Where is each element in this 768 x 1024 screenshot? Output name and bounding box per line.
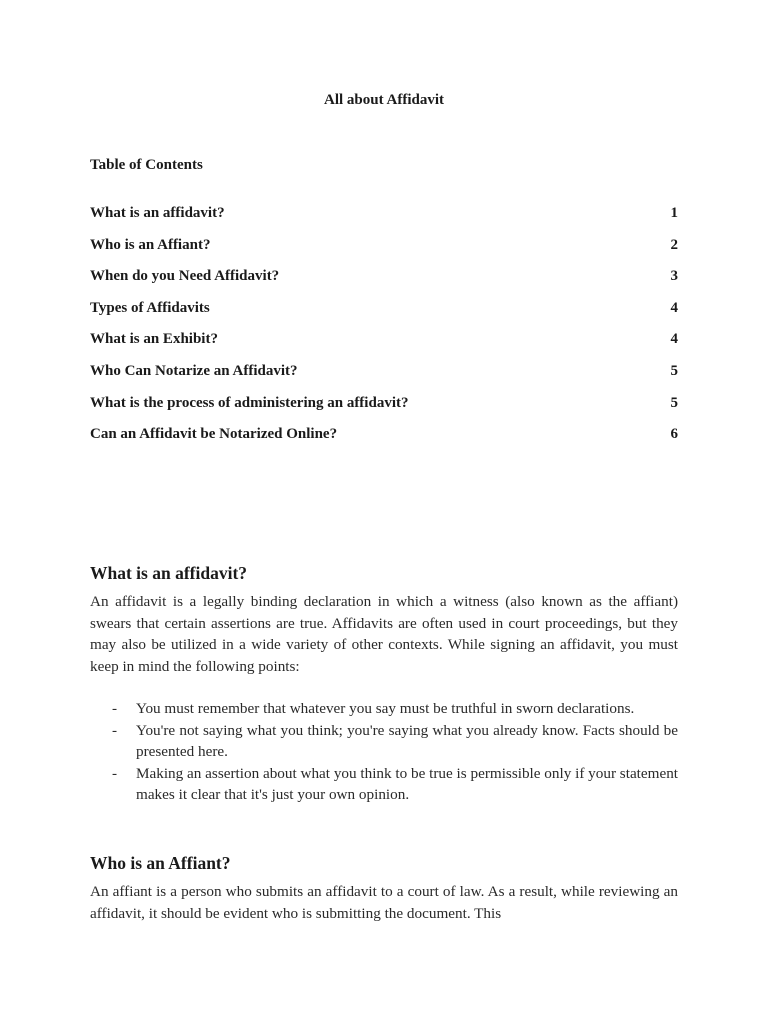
toc-entry-label: Can an Affidavit be Notarized Online? [90, 426, 338, 443]
toc-entry-page: 1 [670, 205, 678, 221]
toc-entry-page: 4 [670, 331, 678, 348]
bullet-marker: - [112, 721, 118, 739]
toc-entry[interactable] [90, 331, 678, 363]
toc-entry[interactable] [90, 363, 678, 395]
bullet-item [90, 720, 678, 763]
bullet-item [90, 763, 678, 806]
bullet-marker: - [112, 700, 118, 717]
bullet-list [90, 698, 678, 806]
toc-heading: Table of Contents [90, 157, 203, 173]
section-heading: What is an affidavit? [90, 563, 248, 583]
toc-entry[interactable] [90, 426, 678, 458]
toc-entry[interactable] [90, 395, 678, 427]
toc-entry-label: What is an Exhibit? [90, 331, 218, 348]
table-of-contents [90, 205, 678, 458]
toc-entry[interactable] [90, 300, 678, 332]
bullet-text: You're not saying what you think; you're saying what you already know. Facts should be presented here. [136, 721, 678, 760]
section-heading: Who is an Affiant? [90, 853, 231, 873]
toc-entry-label: What is an affidavit? [90, 205, 225, 221]
toc-entry-page: 5 [670, 362, 678, 379]
toc-entry-page: 5 [670, 394, 678, 411]
section-paragraph: An affidavit is a legally binding declaration in which a witness (also known as the affiant) swears that certain assertions are true. Affidavits are often used in court proceedings, but they may also be utilized in a wide variety of other contexts. While signing an affidavit, you must keep in mind the following points: [90, 593, 678, 675]
bullet-item [90, 698, 678, 720]
toc-entry-page: 2 [670, 236, 678, 253]
bullet-text: Making an assertion about what you think to be true is permissible only if your statement makes it clear that it's just your own opinion. [136, 764, 679, 803]
bullet-text: You must remember that whatever you say must be truthful in sworn declarations. [136, 700, 635, 717]
toc-entry-page: 6 [670, 426, 678, 443]
toc-entry-label: When do you Need Affidavit? [90, 268, 280, 285]
toc-entry-label: What is the process of administering an affidavit? [90, 394, 409, 411]
toc-entry[interactable] [90, 205, 678, 237]
toc-entry-label: Types of Affidavits [90, 299, 210, 316]
toc-entry[interactable] [90, 268, 678, 300]
section-paragraph: An affiant is a person who submits an affidavit to a court of law. As a result, while reviewing an affidavit, it should be evident who is submitting the document. This [90, 883, 678, 922]
toc-entry-page: 4 [670, 299, 678, 316]
toc-entry-page: 3 [670, 268, 678, 285]
bullet-marker: - [112, 764, 118, 782]
toc-entry-label: Who is an Affiant? [90, 236, 211, 253]
toc-entry-label: Who Can Notarize an Affidavit? [90, 362, 298, 379]
toc-entry[interactable] [90, 237, 678, 269]
document-title: All about Affidavit [323, 92, 444, 108]
